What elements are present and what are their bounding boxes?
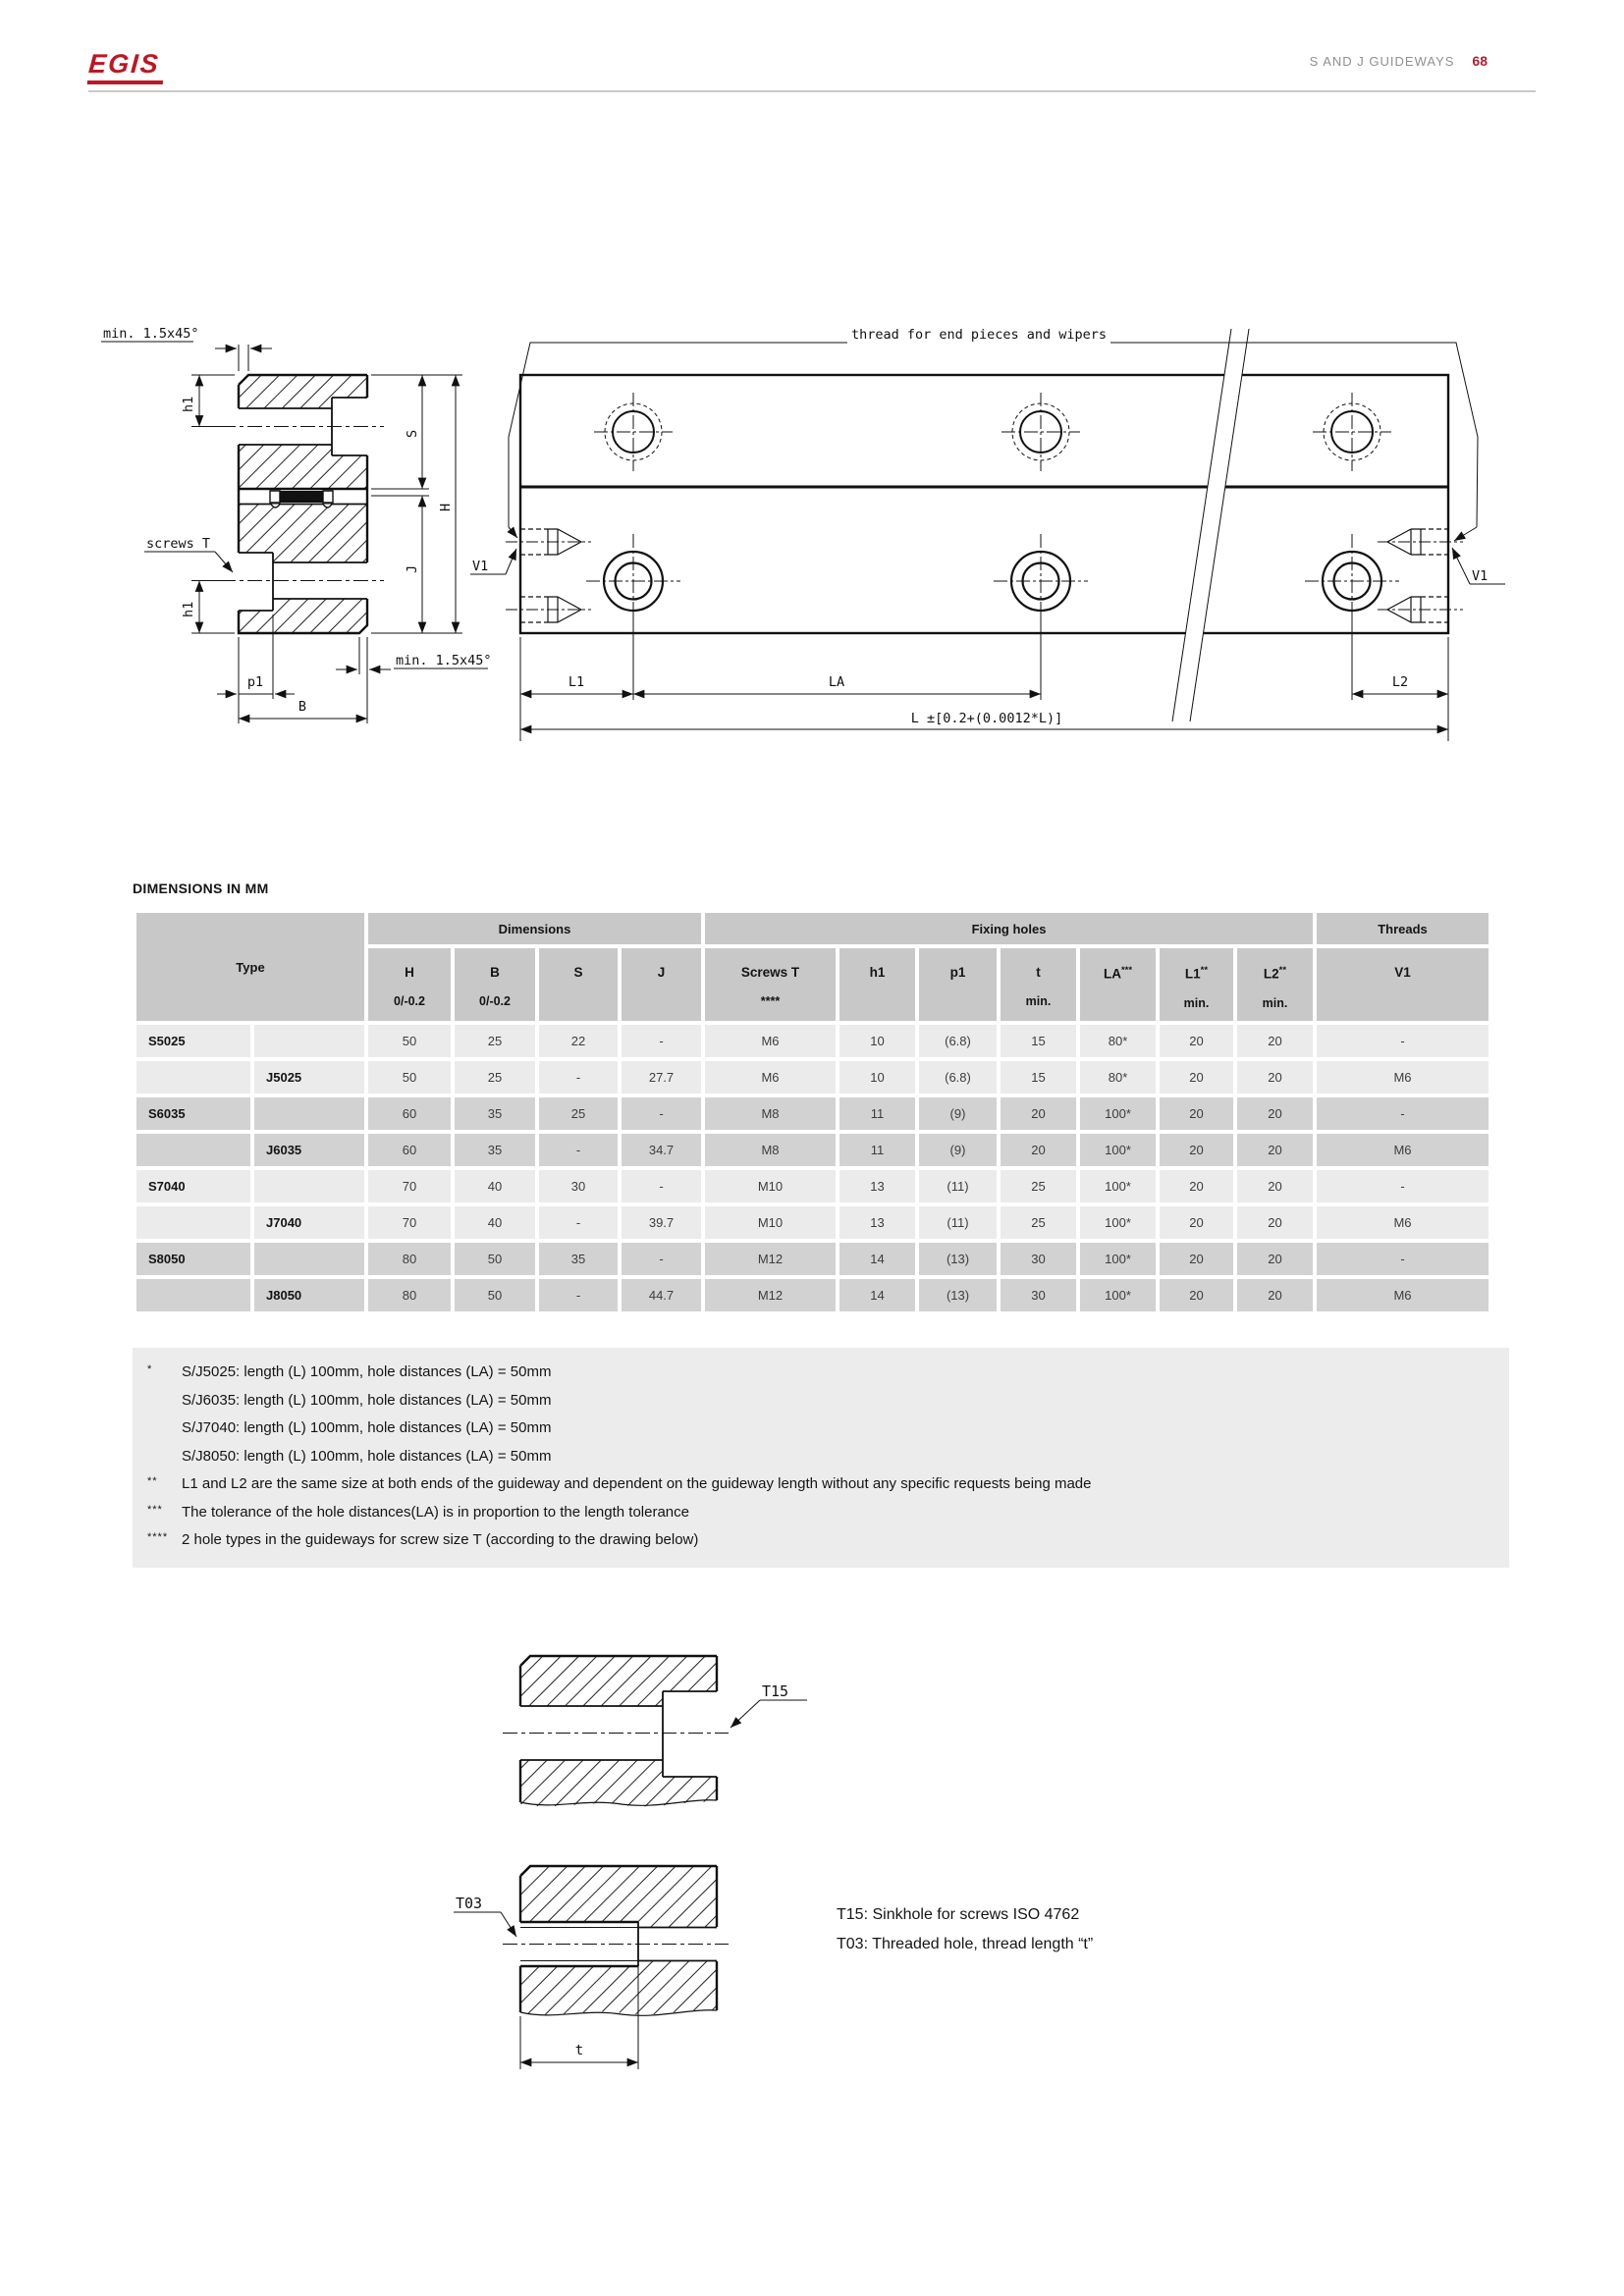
type-s-cell [136,1279,250,1311]
value-cell: 25 [455,1061,535,1094]
column-header: L1** min. [1160,948,1233,1021]
table-row [136,1134,1489,1166]
value-cell: 27.7 [622,1061,701,1094]
value-cell: 25 [539,1097,618,1130]
type-s-cell [136,1206,250,1239]
footnote-text: S/J8050: length (L) 100mm, hole distances (LA) = 50mm [182,1447,552,1465]
value-cell: 20 [1160,1206,1233,1239]
type-j-cell: J7040 [254,1206,364,1239]
footnote-text: S/J6035: length (L) 100mm, hole distances (LA) = 50mm [182,1391,552,1409]
value-cell: 50 [368,1025,451,1057]
value-cell: 100* [1080,1170,1156,1202]
value-cell: M8 [705,1134,836,1166]
value-cell: 20 [1001,1097,1076,1130]
value-cell: 20 [1160,1243,1233,1275]
value-cell: 20 [1237,1134,1313,1166]
column-header: Screws T **** [705,948,836,1021]
value-cell: (13) [919,1279,997,1311]
value-cell: 13 [839,1206,915,1239]
group-dimensions: Dimensions [368,913,701,944]
footnote-marker: ** [147,1475,158,1487]
type-s-cell [136,1061,250,1094]
value-cell: 80 [368,1279,451,1311]
value-cell: - [622,1243,701,1275]
footnote-text: S/J5025: length (L) 100mm, hole distances (LA) = 50mm [182,1363,552,1380]
t15-drawing [503,1656,807,1806]
type-s-cell [136,1134,250,1166]
footnote-row [133,1359,1509,1387]
chamfer-top-label: min. 1.5x45° [103,326,199,342]
hole-type-descriptions [837,1900,1093,1959]
value-cell: 35 [455,1134,535,1166]
dim-label-h1-top: h1 [181,396,196,412]
value-cell: - [539,1134,618,1166]
column-header: V1 [1317,948,1489,1021]
value-cell: 30 [539,1170,618,1202]
guideway-drawing [83,309,1546,751]
value-cell: (11) [919,1206,997,1239]
value-cell: 11 [839,1134,915,1166]
v1-label-left: V1 [472,559,489,574]
value-cell: 80 [368,1243,451,1275]
footnote-text: 2 hole types in the guideways for screw size T (according to the drawing below) [182,1531,699,1548]
value-cell: 20 [1237,1170,1313,1202]
value-cell: 22 [539,1025,618,1057]
value-cell: 20 [1237,1097,1313,1130]
column-header: S [539,948,618,1021]
footnote-text: L1 and L2 are the same size at both ends of the guideway and dependent on the guideway length without any specific requests being made [182,1475,1092,1492]
value-cell: 20 [1237,1025,1313,1057]
footnote-marker: *** [147,1503,163,1516]
footnote-row [133,1470,1509,1499]
value-cell: - [539,1279,618,1311]
column-header: J [622,948,701,1021]
column-header: B 0/-0.2 [455,948,535,1021]
value-cell: M10 [705,1206,836,1239]
table-row [136,1025,1489,1057]
column-header: p1 [919,948,997,1021]
value-cell: 70 [368,1206,451,1239]
table-row [136,1097,1489,1130]
value-cell: 100* [1080,1243,1156,1275]
value-cell: M12 [705,1243,836,1275]
value-cell: M6 [1317,1134,1489,1166]
value-cell: 13 [839,1170,915,1202]
value-cell: 30 [1001,1243,1076,1275]
dim-label-S: S [405,429,420,438]
type-j-cell: J6035 [254,1134,364,1166]
value-cell: 100* [1080,1097,1156,1130]
value-cell: 20 [1237,1206,1313,1239]
footnote-marker [133,1412,182,1440]
t03-drawing [454,1866,729,2069]
dim-label-L2: L2 [1391,674,1409,690]
value-cell: 60 [368,1134,451,1166]
value-cell: 35 [539,1243,618,1275]
dim-label-h1-bottom: h1 [181,601,196,617]
column-header: h1 [839,948,915,1021]
page-header [982,53,1488,69]
footnote-text: The tolerance of the hole distances(LA) is in proportion to the length tolerance [182,1503,689,1521]
table-row [136,1206,1489,1239]
type-j-cell [254,1170,364,1202]
value-cell: 10 [839,1061,915,1094]
table-row [136,1243,1489,1275]
value-cell: 80* [1080,1061,1156,1094]
t-dim-label: t [574,2043,584,2058]
type-j-cell: J8050 [254,1279,364,1311]
footnote-marker: **** [147,1531,169,1543]
value-cell: 30 [1001,1279,1076,1311]
value-cell: M6 [1317,1206,1489,1239]
value-cell: - [622,1097,701,1130]
table-group-row [136,913,1489,944]
table-row [136,1061,1489,1094]
value-cell: 15 [1001,1025,1076,1057]
group-fixing-holes: Fixing holes [705,913,1313,944]
value-cell: (9) [919,1134,997,1166]
column-header: H 0/-0.2 [368,948,451,1021]
fixing-holes [586,534,1399,628]
t03-description: T03: Threaded hole, thread length “t” [837,1936,1094,1952]
value-cell: M6 [705,1025,836,1057]
value-cell: M10 [705,1170,836,1202]
value-cell: 20 [1160,1025,1233,1057]
table-caption: DIMENSIONS IN MM [133,881,269,896]
column-header: LA*** [1080,948,1156,1021]
type-s-cell: S5025 [136,1025,250,1057]
dimensions-table [133,909,1492,1315]
value-cell: (6.8) [919,1061,997,1094]
footnote-row [133,1526,1509,1555]
value-cell: 25 [1001,1170,1076,1202]
value-cell: 15 [1001,1061,1076,1094]
value-cell: M6 [1317,1279,1489,1311]
value-cell: 70 [368,1170,451,1202]
hole-type-drawings [422,1641,844,2083]
value-cell: M6 [705,1061,836,1094]
value-cell: 100* [1080,1134,1156,1166]
table-row [136,1170,1489,1202]
column-header: t min. [1001,948,1076,1021]
seal-strip [280,491,323,503]
value-cell: 44.7 [622,1279,701,1311]
page-number: 68 [1472,53,1488,69]
screws-t-label: screws T [146,536,211,552]
t03-label: T03 [456,1895,483,1912]
dim-label-B: B [298,699,307,715]
value-cell: 20 [1001,1134,1076,1166]
v1-label-right: V1 [1472,568,1489,584]
dim-label-H: H [438,503,454,511]
value-cell: 60 [368,1097,451,1130]
value-cell: (11) [919,1170,997,1202]
end-piece-thread-holes [594,393,1391,471]
value-cell: - [539,1061,618,1094]
value-cell: 10 [839,1025,915,1057]
value-cell: 14 [839,1243,915,1275]
t15-description: T15: Sinkhole for screws ISO 4762 [837,1906,1080,1923]
value-cell: - [539,1206,618,1239]
value-cell: - [1317,1243,1489,1275]
type-header: Type [136,913,364,1021]
value-cell: 100* [1080,1279,1156,1311]
value-cell: 20 [1160,1170,1233,1202]
header-divider [88,90,1536,92]
value-cell: M6 [1317,1061,1489,1094]
note-leaders [470,343,1505,584]
value-cell: - [1317,1097,1489,1130]
value-cell: 20 [1237,1061,1313,1094]
value-cell: M8 [705,1097,836,1130]
value-cell: 50 [368,1061,451,1094]
footnote-marker [133,1440,182,1468]
value-cell: (9) [919,1097,997,1130]
value-cell: - [622,1025,701,1057]
thread-note: thread for end pieces and wipers [850,327,1108,343]
footnote-row [133,1387,1509,1415]
value-cell: 20 [1160,1279,1233,1311]
page-title: S AND J GUIDEWAYS [1309,54,1455,69]
footnote-marker: * [147,1363,153,1375]
value-cell: 20 [1237,1279,1313,1311]
value-cell: (13) [919,1243,997,1275]
footnote-row [133,1499,1509,1527]
value-cell: 35 [455,1097,535,1130]
dim-label-L-formula: L ±[0.2+(0.0012*L)] [910,711,1063,726]
value-cell: (6.8) [919,1025,997,1057]
type-s-cell: S7040 [136,1170,250,1202]
type-s-cell: S6035 [136,1097,250,1130]
dim-label-p1: p1 [246,674,264,690]
dim-label-L1: L1 [568,674,585,690]
value-cell: 50 [455,1279,535,1311]
value-cell: - [622,1170,701,1202]
value-cell: 100* [1080,1206,1156,1239]
value-cell: 20 [1237,1243,1313,1275]
value-cell: 40 [455,1206,535,1239]
footnote-row [133,1415,1509,1443]
footnote-text: S/J7040: length (L) 100mm, hole distances (LA) = 50mm [182,1419,552,1436]
dim-label-LA: LA [828,674,845,690]
value-cell: 11 [839,1097,915,1130]
value-cell: 34.7 [622,1134,701,1166]
value-cell: 14 [839,1279,915,1311]
table-body [136,1025,1489,1311]
type-j-cell: J5025 [254,1061,364,1094]
egis-logo: EGIS [87,49,165,84]
group-threads: Threads [1317,913,1489,944]
type-s-cell: S8050 [136,1243,250,1275]
value-cell: 20 [1160,1097,1233,1130]
chamfer-bottom-label: min. 1.5x45° [396,653,492,668]
value-cell: 20 [1160,1061,1233,1094]
value-cell: 20 [1160,1134,1233,1166]
footnote-marker [133,1384,182,1413]
type-j-cell [254,1025,364,1057]
front-view [470,329,1505,741]
type-j-cell [254,1243,364,1275]
column-header: L2** min. [1237,948,1313,1021]
value-cell: 50 [455,1243,535,1275]
value-cell: 80* [1080,1025,1156,1057]
value-cell: 25 [455,1025,535,1057]
type-j-cell [254,1097,364,1130]
table-row [136,1279,1489,1311]
value-cell: 40 [455,1170,535,1202]
value-cell: - [1317,1025,1489,1057]
dim-label-J: J [405,564,420,573]
cross-section-view [221,375,384,633]
footnotes-panel [133,1348,1509,1568]
footnote-row [133,1443,1509,1471]
value-cell: M12 [705,1279,836,1311]
value-cell: 39.7 [622,1206,701,1239]
value-cell: 25 [1001,1206,1076,1239]
value-cell: - [1317,1170,1489,1202]
t15-label: T15 [762,1682,789,1700]
